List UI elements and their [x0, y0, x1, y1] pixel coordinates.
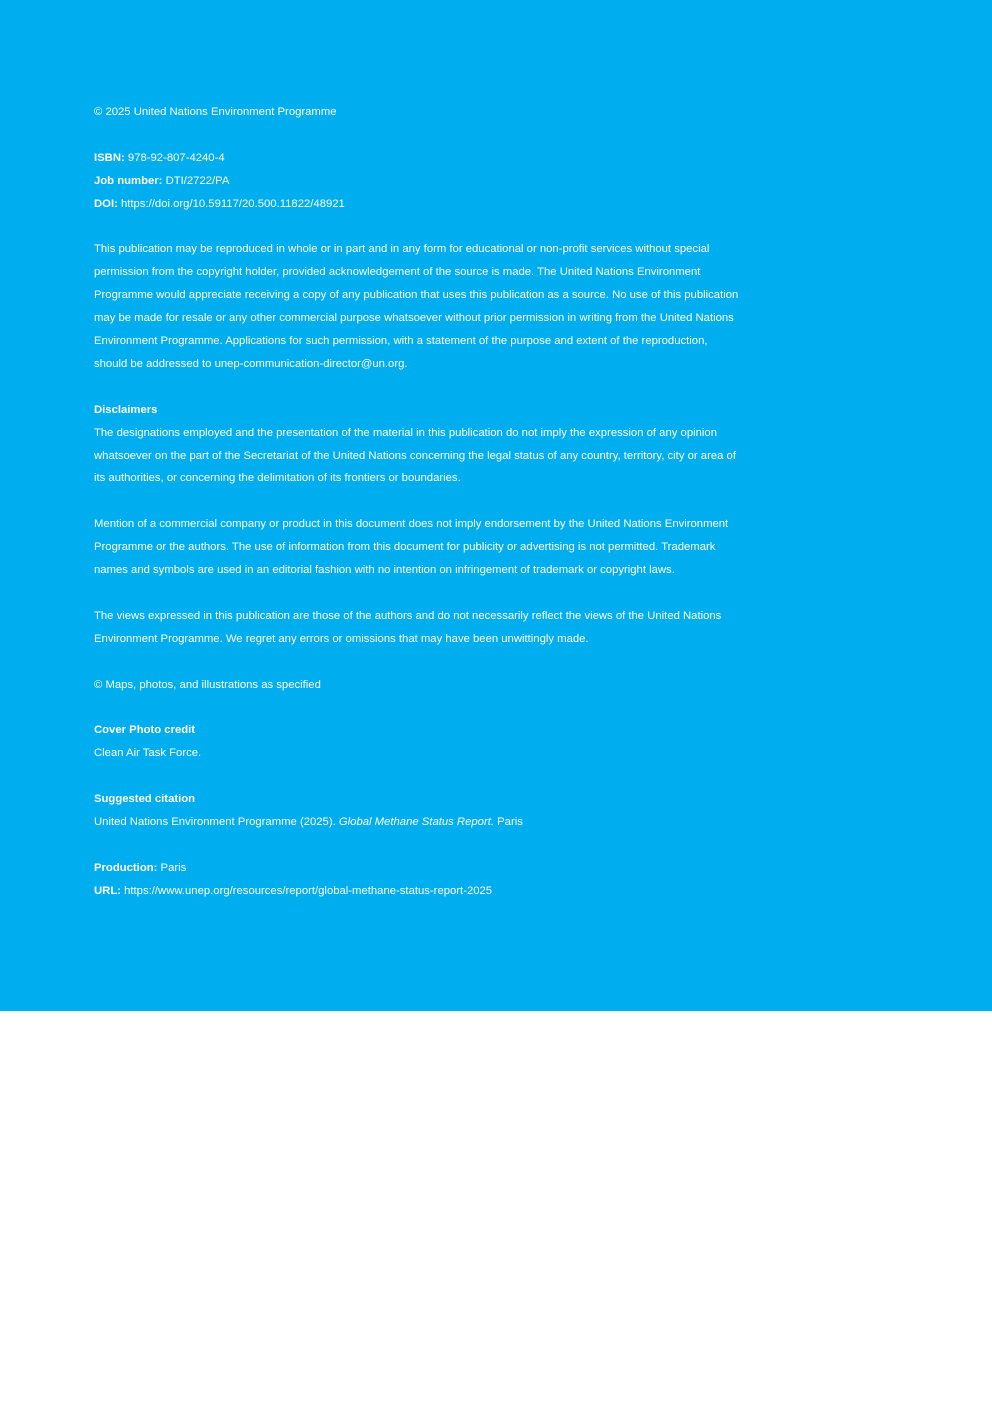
report-url-link[interactable]: https://www.unep.org/resources/report/global-methane-status-report-2025: [124, 884, 493, 897]
doi-line: [94, 193, 739, 216]
url-line: [94, 880, 739, 903]
production-value: Paris: [160, 861, 187, 874]
isbn-value: 978-92-807-4240-4: [127, 151, 225, 164]
maps-photos-line: © Maps, photos, and illustrations as specified: [94, 678, 321, 691]
cover-photo-heading: Cover Photo credit: [94, 724, 196, 737]
job-number-label: Job number:: [94, 174, 163, 187]
isbn-line: [94, 147, 739, 170]
copyright-page-content: [94, 101, 739, 903]
production-label: Production:: [94, 861, 158, 874]
job-number-line: [94, 170, 739, 193]
suggested-citation-text: [94, 811, 739, 834]
doi-link[interactable]: https://doi.org/10.59117/20.500.11822/48921: [121, 197, 345, 210]
citation-prefix: United Nations Environment Programme (2025).: [94, 815, 339, 828]
reproduction-paragraph: This publication may be reproduced in whole or in part and in any form for educational or non-profit services without special permission from the copyright holder, provided acknowledgement of the source is made. The United Nations Environment Programme would appreciate receiving a copy of any publication that uses this publication as a source. No use of this publication may be made for resale or any other commercial purpose whatsoever without prior permission in writing from the United Nations Environment Programme. Applications for such permission, with a statement of the purpose and extent of the reproduction, should be addressed to unep-communication-director@un.org.: [94, 243, 739, 370]
disclaimer-paragraph-1: The designations employed and the presentation of the material in this publication do not imply the expression of any opinion whatsoever on the part of the Secretariat of the United Nations concerning the legal status of any country, territory, city or area of its authorities, or concerning the delimitation of its frontiers or boundaries.: [94, 426, 736, 485]
disclaimer-paragraph-3: The views expressed in this publication are those of the authors and do not necessarily reflect the views of the United Nations Environment Programme. We regret any errors or omissions that may have been unwittingly made.: [94, 609, 722, 645]
citation-title: Global Methane Status Report.: [338, 815, 494, 828]
isbn-label: ISBN:: [94, 151, 125, 164]
production-line: [94, 857, 739, 880]
doi-label: DOI:: [94, 197, 118, 210]
citation-suffix: Paris: [493, 815, 523, 828]
copyright-line: © 2025 United Nations Environment Programme: [94, 106, 337, 118]
cover-photo-credit: Clean Air Task Force.: [94, 747, 202, 760]
disclaimers-heading: Disclaimers: [94, 403, 158, 416]
suggested-citation-heading: Suggested citation: [94, 793, 196, 806]
job-number-value: DTI/2722/PA: [165, 174, 230, 187]
url-label: URL:: [94, 884, 121, 897]
disclaimer-paragraph-2: Mention of a commercial company or product in this document does not imply endorsement by the United Nations Environment Programme or the authors. The use of information from this document for publicity or advertising is not permitted. Trademark names and symbols are used in an editorial fashion with no intention on infringement of trademark or copyright laws.: [94, 518, 729, 577]
